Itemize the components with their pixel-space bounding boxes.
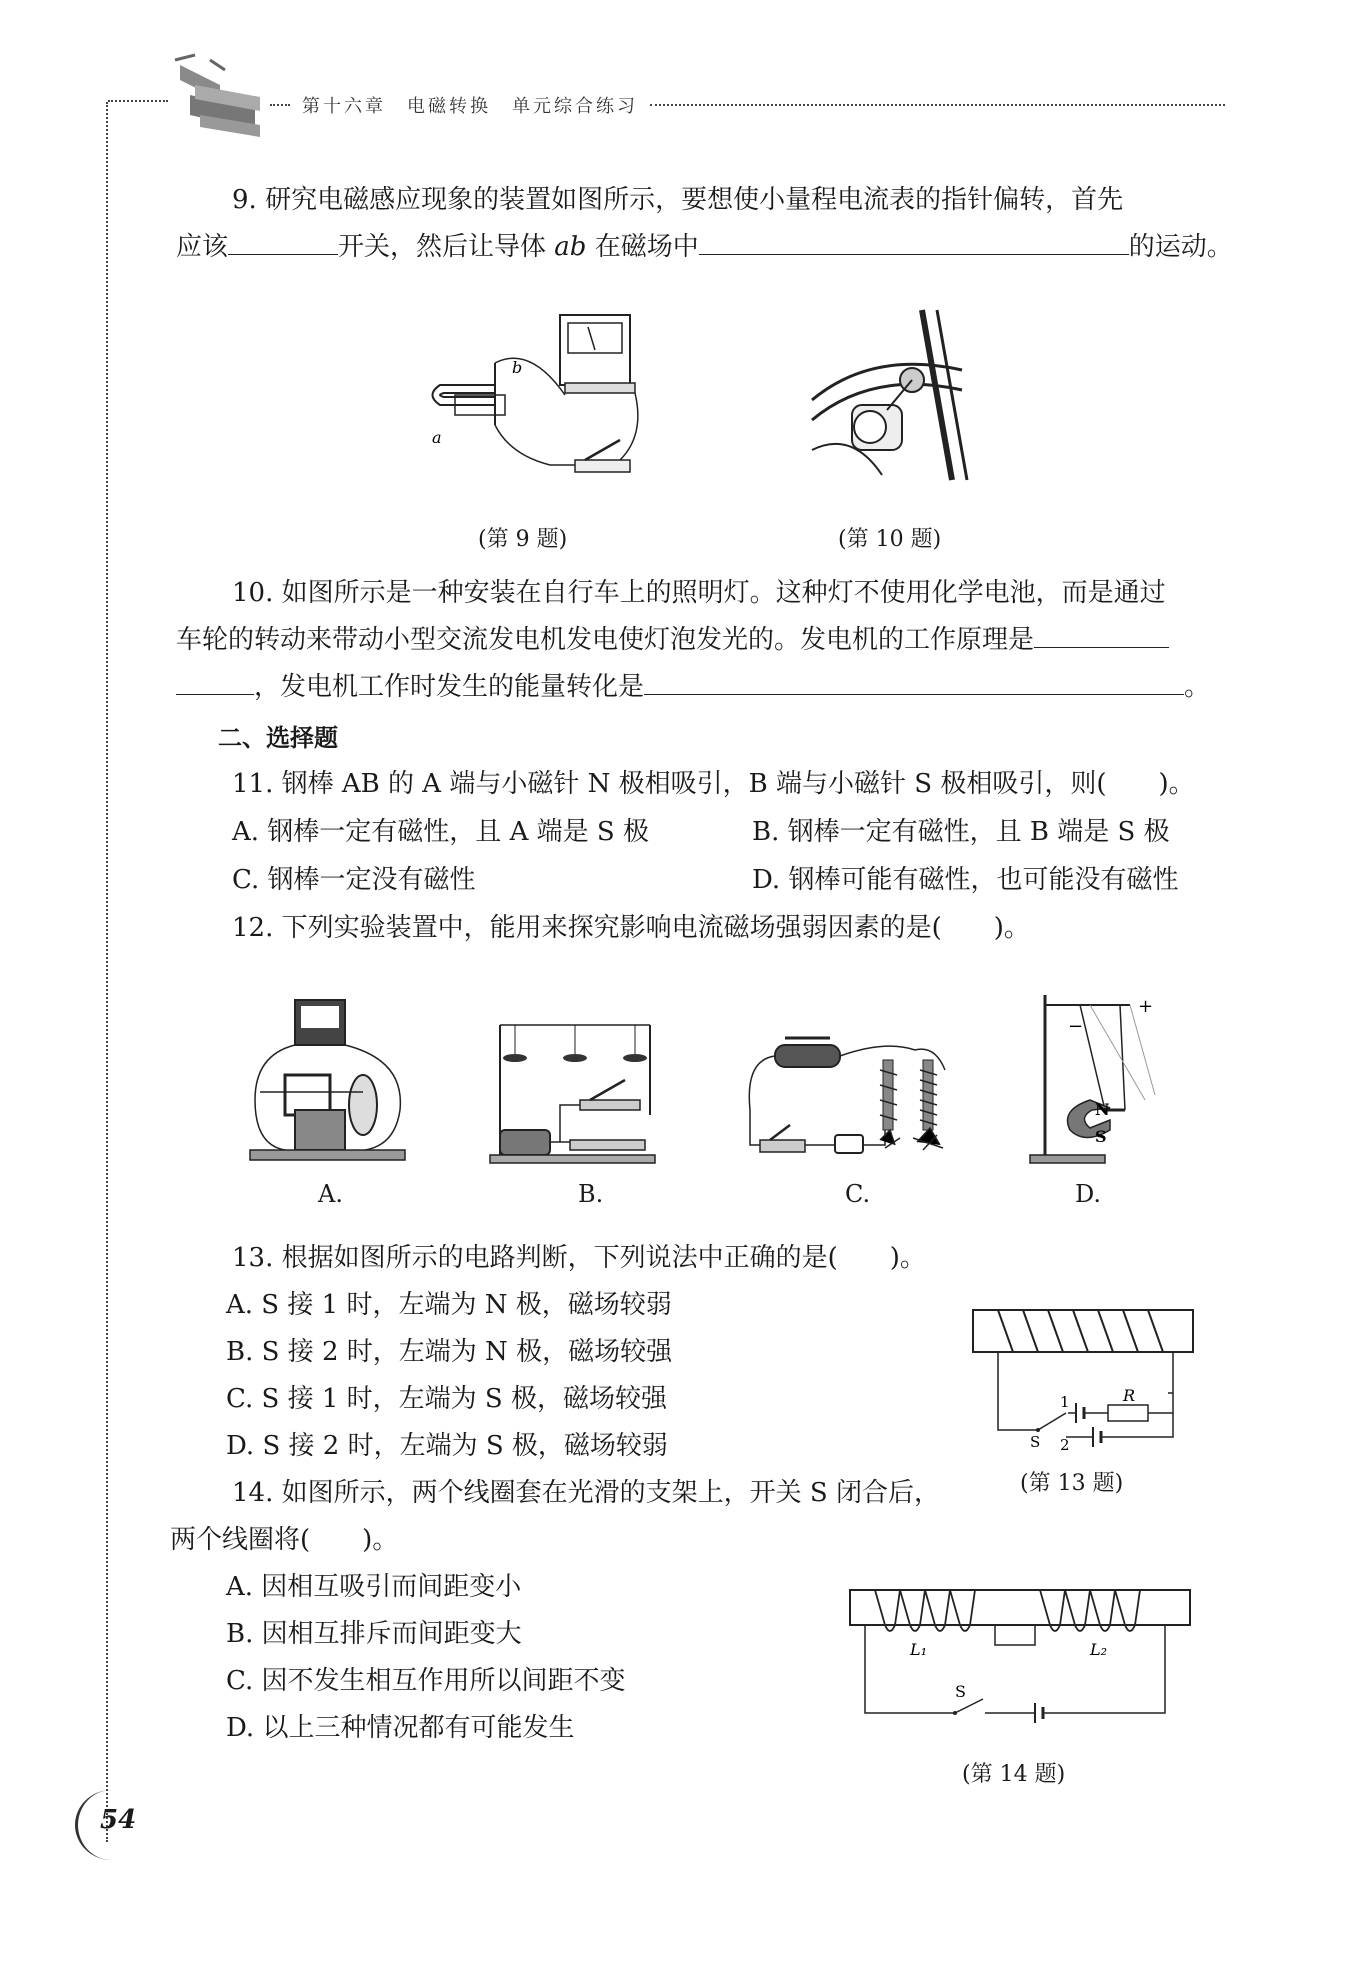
q9-ab: ab — [554, 232, 587, 262]
q14-option-b[interactable]: B. 因相互排斥而间距变大 — [226, 1619, 522, 1649]
q14-option-a[interactable]: A. 因相互吸引而间距变小 — [226, 1572, 522, 1602]
q12-option-a-label[interactable]: A. — [318, 1180, 343, 1208]
fig13-r: R — [1123, 1386, 1136, 1405]
q9-blank-2[interactable] — [699, 230, 1129, 255]
fig14-l1: L₁ — [910, 1640, 928, 1659]
q9-text-c: 在磁场中 — [594, 232, 699, 262]
fig9-label-b: b — [512, 358, 523, 377]
fig13-s: S — [1030, 1433, 1041, 1451]
q11-option-b[interactable]: B. 钢棒一定有磁性，且 B 端是 S 极 — [752, 817, 1170, 847]
fig9 — [420, 305, 640, 480]
q14-option-d[interactable]: D. 以上三种情况都有可能发生 — [226, 1713, 575, 1743]
q11-stem: 11. 钢棒 AB 的 A 端与小磁针 N 极相吸引，B 端与小磁针 S 极相吸引，则( )。 — [232, 769, 1195, 799]
books-logo-icon — [160, 55, 270, 140]
q9-text-d: 的运动。 — [1128, 232, 1233, 262]
fig12-a[interactable] — [245, 990, 410, 1170]
q10-line1: 10. 如图所示是一种安装在自行车上的照明灯。这种灯不使用化学电池，而是通过 — [232, 578, 1166, 608]
header-chapter: 第十六章 电磁转换 单元综合练习 — [302, 96, 638, 117]
q14-stem-line1: 14. 如图所示，两个线圈套在光滑的支架上，开关 S 闭合后， — [232, 1478, 940, 1508]
q13-option-b[interactable]: B. S 接 2 时，左端为 N 极，磁场较强 — [226, 1337, 673, 1367]
q14-stem-line2: 两个线圈将( )。 — [170, 1525, 399, 1555]
section-title: 二、选择题 — [218, 724, 338, 752]
q12-option-d-label[interactable]: D. — [1075, 1180, 1102, 1208]
q11-option-a[interactable]: A. 钢棒一定有磁性，且 A 端是 S 极 — [232, 817, 649, 847]
fig14-l2: L₂ — [1090, 1640, 1108, 1659]
fig12d-s: S — [1095, 1127, 1107, 1146]
q9-line2 — [176, 229, 1233, 265]
q12-option-c-label[interactable]: C. — [845, 1180, 871, 1208]
fig12d-n: N — [1095, 1100, 1110, 1119]
q9-text-a: 应该 — [176, 232, 229, 262]
header-dotline-far — [650, 104, 1225, 106]
fig14 — [845, 1585, 1195, 1735]
fig12-b[interactable] — [490, 1020, 655, 1170]
q10-caption: (第 10 题) — [838, 527, 942, 552]
q9-blank-1[interactable] — [228, 230, 338, 255]
header-logo — [160, 55, 270, 140]
q13-option-d[interactable]: D. S 接 2 时，左端为 S 极，磁场较弱 — [226, 1431, 668, 1461]
q11-option-c[interactable]: C. 钢棒一定没有磁性 — [232, 865, 476, 895]
q13-stem: 13. 根据如图所示的电路判断，下列说法中正确的是( )。 — [232, 1243, 926, 1273]
fig9-label-a: a — [432, 428, 442, 447]
q10-blank-1b[interactable] — [176, 670, 254, 695]
fig14-s: S — [955, 1682, 966, 1701]
q13-option-a[interactable]: A. S 接 1 时，左端为 N 极，磁场较弱 — [226, 1290, 672, 1320]
fig13-1: 1 — [1060, 1393, 1070, 1411]
q13-caption: (第 13 题) — [1020, 1471, 1124, 1496]
q14-caption: (第 14 题) — [962, 1762, 1066, 1787]
q12-stem: 12. 下列实验装置中，能用来探究影响电流磁场强弱因素的是( )。 — [232, 913, 1030, 943]
q12-option-b-label[interactable]: B. — [578, 1180, 604, 1208]
q13-option-c[interactable]: C. S 接 1 时，左端为 S 极，磁场较强 — [226, 1384, 667, 1414]
fig12d-plus: + — [1138, 996, 1154, 1017]
q10-line3-end: 。 — [1184, 672, 1211, 702]
fig13 — [968, 1305, 1198, 1454]
q10-blank-1a[interactable] — [1034, 623, 1169, 648]
header-dotline-right — [270, 104, 290, 106]
q10-line2-text: 车轮的转动来带动小型交流发电机发电使灯泡发光的。发电机的工作原理是 — [176, 625, 1035, 655]
header-dotline-left — [108, 100, 168, 102]
page-number: 54 — [100, 1805, 137, 1835]
q10-blank-2[interactable] — [644, 670, 1184, 695]
q10-line3 — [176, 669, 1210, 705]
q9-line1: 9. 研究电磁感应现象的装置如图所示，要想使小量程电流表的指针偏转，首先 — [232, 185, 1124, 215]
fig12d-minus: − — [1068, 1016, 1084, 1037]
fig13-2: 2 — [1060, 1436, 1070, 1454]
fig10 — [812, 310, 972, 480]
fig12-c[interactable] — [745, 1030, 965, 1170]
margin-dotline — [106, 102, 108, 1842]
q10-line3-text: ，发电机工作时发生的能量转化是 — [254, 672, 645, 702]
q11-option-d[interactable]: D. 钢棒可能有磁性，也可能没有磁性 — [752, 865, 1179, 895]
q9-text-b: 开关，然后让导体 — [338, 232, 547, 262]
q9-caption: (第 9 题) — [478, 527, 568, 552]
fig12-d[interactable] — [1030, 990, 1170, 1170]
q14-option-c[interactable]: C. 因不发生相互作用所以间距不变 — [226, 1666, 626, 1696]
q10-line2 — [176, 622, 1169, 658]
